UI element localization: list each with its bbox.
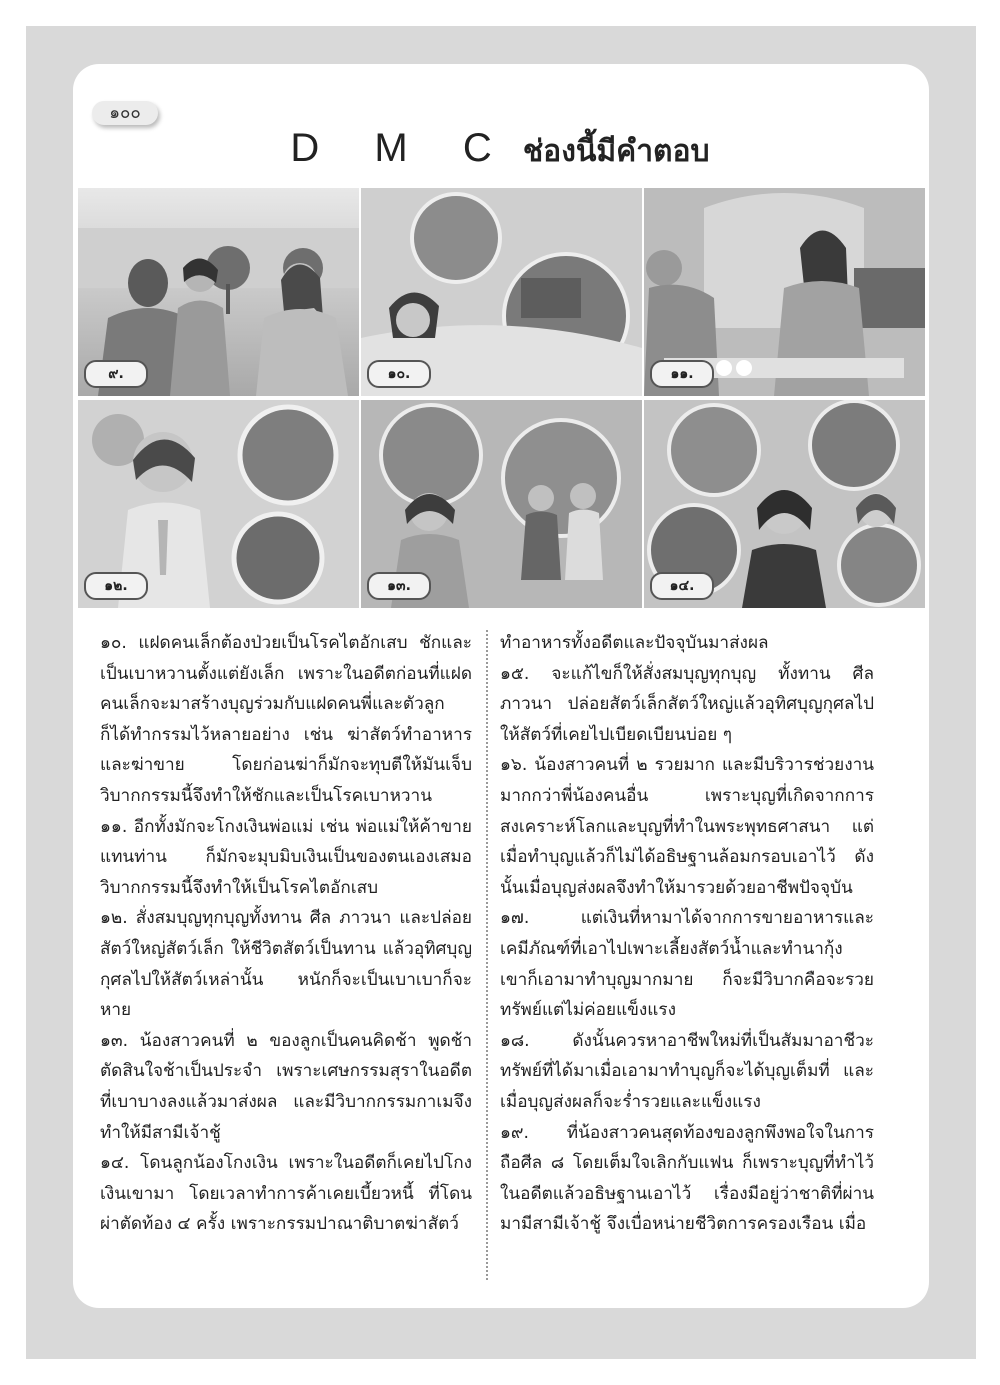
illustration-panel-10	[361, 188, 642, 396]
paragraph-13: ๑๓. น้องสาวคนที่ ๒ ของลูกเป็นคนคิดช้า พูดช้าตัดสินใจช้าเป็นประจำ เพราะเศษกรรมสุราในอดีตที่เบาบางลงแล้วมาส่งผล และมีวิบากกรรมกาเมจึงทำให้มีสามีเจ้าชู้	[100, 1030, 472, 1143]
panel-label: ๑๒.	[84, 572, 148, 600]
paragraph-16: ๑๖. น้องสาวคนที่ ๒ รวยมาก และมีบริวารช่วยงานมากกว่าพี่น้องคนอื่น เพราะบุญที่เกิดจากการสงเคราะห์โลกและบุญที่ทำในพระพุทธศาสนา แต่เมื่อทำบุญแล้วก็ไม่ได้อธิษฐานล้อมกรอบเอาไว้ ดังนั้นเมื่อบุญส่งผลจึงทำให้มารวยด้วยอาชีพปัจจุบัน	[500, 755, 874, 898]
paragraph-15: ๑๕. จะแก้ไขก็ให้สั่งสมบุญทุกบุญ ทั้งทาน ศีล ภาวนา ปล่อยสัตว์เล็กสัตว์ใหญ่แล้วอุทิศบุญกุศลไปให้สัตว์ที่เคยไปเบียดเบียนบ่อย ๆ	[500, 663, 874, 745]
illustration-panel-14	[644, 400, 925, 608]
illustration-panel-9	[78, 188, 359, 396]
paragraph-19: ๑๙. ที่น้องสาวคนสุดท้องของลูกพึงพอใจในการถือศีล ๘ โดยเต็มใจเลิกกับแฟน ก็เพราะบุญที่ทำไว้ในอดีตแล้วอธิษฐานเอาไว้ เรื่องมีอยู่ว่าชาติที่ผ่านมามีสามีเจ้าชู้ จึงเบื่อหน่ายชีวิตการครองเรือน เมื่อ	[500, 1122, 874, 1235]
illustration-panel-12	[78, 400, 359, 608]
paragraph-18: ๑๘. ดังนั้นควรหาอาชีพใหม่ที่เป็นสัมมาอาชีวะ ทรัพย์ที่ได้มาเมื่อเอามาทำบุญก็จะได้บุญเต็มที่ และเมื่อบุญส่งผลก็จะร่ำรวยและแข็งแรง	[500, 1030, 874, 1112]
paragraph-14-continued: ทำอาหารทั้งอดีตและปัจจุบันมาส่งผล	[500, 633, 769, 653]
panel-label: ๑๐.	[367, 360, 431, 388]
page-title	[0, 126, 1000, 175]
illustration-panel-13	[361, 400, 642, 608]
illustration-grid	[78, 188, 925, 609]
panel-label: ๑๑.	[650, 360, 714, 388]
panel-label: ๑๓.	[367, 572, 431, 600]
paragraph-12: ๑๒. สั่งสมบุญทุกบุญทั้งทาน ศีล ภาวนา และปล่อยสัตว์ใหญ่สัตว์เล็ก ให้ชีวิตสัตว์เป็นทาน แล้วอุทิศบุญกุศลไปให้สัตว์เหล่านั้น หนักก็จะเป็นเบาเบาก็จะหาย	[100, 908, 472, 1021]
paragraph-11: ๑๑. อีกทั้งมักจะโกงเงินพ่อแม่ เช่น พ่อแม่ให้ค้าขายแทนท่าน ก็มักจะมุบมิบเงินเป็นของตนเองเสมอ วิบากกรรมนี้จึงทำให้เป็นโรคไตอักเสบ	[100, 816, 472, 898]
title-thai: ช่องนี้มีคำตอบ	[522, 134, 710, 169]
panel-label: ๙.	[84, 360, 148, 388]
page-number: ๑๐๐	[92, 101, 158, 125]
panel-label: ๑๔.	[650, 572, 714, 600]
title-latin: D M C	[290, 126, 514, 170]
paragraph-14: ๑๔. โดนลูกน้องโกงเงิน เพราะในอดีตก็เคยไปโกงเงินเขามา โดยเวลาทำการค้าเคยเบี้ยวหนี้ ที่โดนผ่าตัดท้อง ๔ ครั้ง เพราะกรรมปาณาติบาตฆ่าสัตว์	[100, 1153, 472, 1235]
paragraph-17: ๑๗. แต่เงินที่หามาได้จากการขายอาหารและเคมีภัณฑ์ที่เอาไปเพาะเลี้ยงสัตว์น้ำและทำนากุ้ง เขาก็เอามาทำบุญมากมาย ก็จะมีวิบากคือจะรวยทรัพย์แต่ไม่ค่อยแข็งแรง	[500, 908, 874, 1021]
paragraph-10: ๑๐. แฝดคนเล็กต้องป่วยเป็นโรคไตอักเสบ ชักและเป็นเบาหวานตั้งแต่ยังเล็ก เพราะในอดีตก่อนที่แฝดคนเล็กจะมาสร้างบุญร่วมกับแฝดคนพี่และตัวลูกก็ได้ทำกรรมไว้หลายอย่าง เช่น ฆ่าสัตว์ทำอาหารและฆ่าขาย โดยก่อนฆ่าก็มักจะทุบตีให้มันเจ็บ วิบากกรรมนี้จึงทำให้ชักและเป็นโรคเบาหวาน	[100, 633, 472, 806]
text-column-left	[100, 628, 472, 1240]
column-divider	[486, 630, 488, 1280]
illustration-panel-11	[644, 188, 925, 396]
text-column-right	[500, 628, 874, 1240]
